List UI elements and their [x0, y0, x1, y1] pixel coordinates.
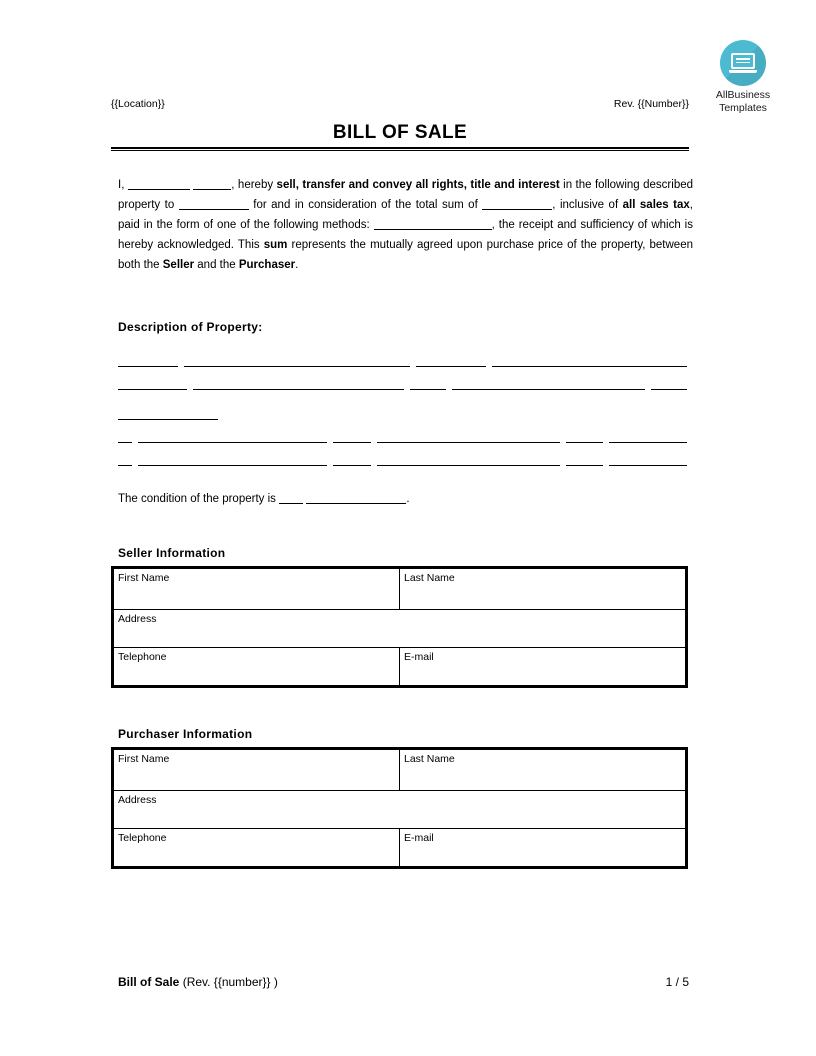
description-blank-segment[interactable] [118, 356, 178, 367]
purchaser-last-name-cell[interactable]: Last Name [400, 750, 686, 791]
description-heading: Description of Property: [118, 320, 263, 334]
laptop-screen [731, 53, 755, 69]
laptop-glyph [729, 53, 757, 73]
description-blank-row [118, 443, 693, 466]
seller-telephone-cell[interactable]: Telephone [114, 648, 400, 686]
para-text: . [295, 258, 299, 271]
table-row [114, 648, 686, 686]
table-row [114, 569, 686, 610]
total-sum-blank[interactable] [482, 209, 552, 210]
description-blank-segment[interactable] [118, 409, 218, 420]
seller-information-heading: Seller Information [118, 546, 226, 560]
footer-document-name [118, 975, 278, 989]
para-text: I, [118, 178, 125, 191]
purchaser-name-blank[interactable] [179, 209, 249, 210]
description-blank-segment[interactable] [566, 455, 604, 466]
description-blank-segment[interactable] [118, 432, 132, 443]
logo-wordmark-line2: Templates [719, 101, 767, 114]
description-blank-segment[interactable] [333, 432, 371, 443]
description-blank-segment[interactable] [118, 455, 132, 466]
seller-information-table[interactable] [111, 566, 688, 688]
description-blank-row [118, 344, 693, 367]
allbusiness-templates-logo [700, 40, 786, 114]
description-blank-lines[interactable] [118, 344, 693, 466]
seller-last-name-cell[interactable]: Last Name [400, 569, 686, 610]
condition-period: . [406, 493, 410, 505]
title-divider [111, 147, 689, 151]
para-bold-seller: Seller [162, 258, 195, 271]
purchaser-information-heading: Purchaser Information [118, 727, 253, 741]
purchaser-email-cell[interactable]: E-mail [400, 829, 686, 867]
condition-blank-2[interactable] [306, 503, 406, 504]
table-row [114, 610, 686, 648]
para-bold-sum: sum [263, 238, 288, 251]
description-blank-segment[interactable] [492, 356, 687, 367]
description-blank-segment[interactable] [118, 379, 187, 390]
description-blank-segment[interactable] [377, 455, 560, 466]
description-blank-segment[interactable] [377, 432, 560, 443]
purchaser-information-table[interactable] [111, 747, 688, 869]
laptop-icon [720, 40, 766, 86]
description-blank-segment[interactable] [138, 455, 327, 466]
para-text: , paid in the form of one of the following methods: [118, 198, 693, 231]
description-blank-segment[interactable] [609, 432, 687, 443]
purchaser-first-name-cell[interactable]: First Name [114, 750, 400, 791]
condition-blank-1[interactable] [279, 503, 303, 504]
agreement-paragraph [118, 175, 693, 275]
para-text: in the following described property to [118, 178, 694, 211]
laptop-screen-line [736, 58, 750, 60]
laptop-screen-line [736, 62, 750, 64]
purchaser-telephone-cell[interactable]: Telephone [114, 829, 400, 867]
header-location: {{Location}} [111, 98, 165, 110]
footer-title: Bill of Sale [118, 975, 180, 989]
condition-line [118, 493, 410, 505]
para-text: represents the mutually agreed upon purchase price of the property, between both the [118, 238, 693, 271]
header-revision: Rev. {{Number}} [613, 98, 689, 110]
description-blank-segment[interactable] [193, 379, 405, 390]
seller-email-cell[interactable]: E-mail [400, 648, 686, 686]
description-blank-segment[interactable] [184, 356, 410, 367]
para-text: , the receipt and sufficiency of which is hereby acknowledged. This [118, 218, 693, 251]
seller-first-name-cell[interactable]: First Name [114, 569, 400, 610]
seller-name-blank-2[interactable] [193, 189, 231, 190]
description-blank-segment[interactable] [609, 455, 687, 466]
para-bold-rights: sell, transfer and convey all rights, title and interest [276, 178, 560, 191]
table-row [114, 791, 686, 829]
footer-revision: (Rev. {{number}} ) [179, 975, 278, 989]
para-bold-salestax: all sales tax [622, 198, 690, 211]
description-blank-segment[interactable] [452, 379, 644, 390]
para-text: , hereby [231, 178, 277, 191]
description-blank-row [118, 367, 693, 390]
footer-page-number: 1 / 5 [665, 975, 689, 989]
description-blank-row [118, 390, 693, 420]
description-blank-segment[interactable] [138, 432, 327, 443]
description-blank-segment[interactable] [651, 379, 687, 390]
laptop-base [729, 70, 757, 73]
para-text: , inclusive of [552, 198, 623, 211]
description-blank-segment[interactable] [410, 379, 446, 390]
description-blank-segment[interactable] [566, 432, 604, 443]
table-row [114, 750, 686, 791]
para-text: for and in consideration of the total sum of [248, 198, 483, 211]
seller-name-blank[interactable] [128, 189, 190, 190]
seller-address-cell[interactable]: Address [114, 610, 686, 648]
table-row [114, 829, 686, 867]
description-blank-row [118, 420, 693, 443]
payment-method-blank[interactable] [374, 229, 492, 230]
description-blank-segment[interactable] [333, 455, 371, 466]
condition-text: The condition of the property is [118, 493, 276, 505]
para-bold-purchaser: Purchaser [238, 258, 296, 271]
logo-wordmark-line1: AllBusiness [715, 89, 771, 101]
purchaser-address-cell[interactable]: Address [114, 791, 686, 829]
para-text: and the [194, 258, 239, 271]
logo-wordmark [700, 89, 786, 114]
page-title: BILL OF SALE [332, 122, 468, 143]
description-blank-segment[interactable] [416, 356, 486, 367]
